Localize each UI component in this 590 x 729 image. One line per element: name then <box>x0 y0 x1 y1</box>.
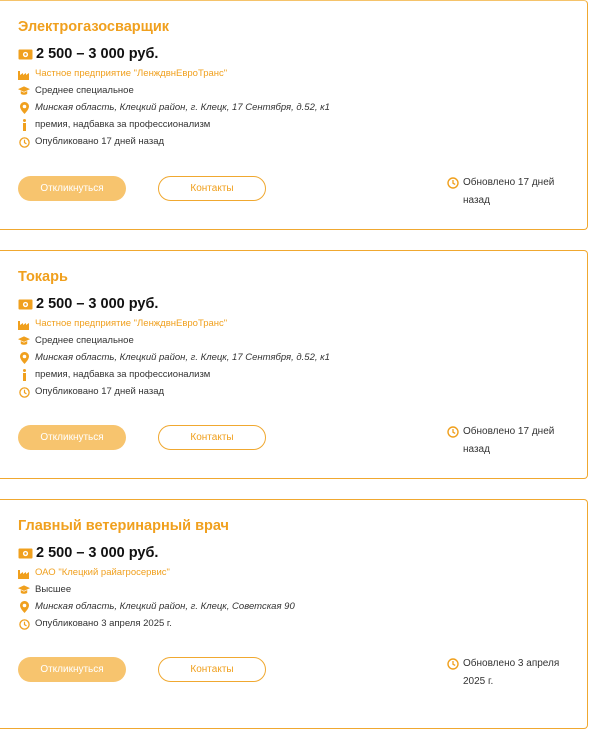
info-icon <box>18 369 30 381</box>
graduation-cap-icon <box>18 85 30 97</box>
updated-line-2: 2025 г. <box>463 676 494 687</box>
vacancy-card <box>0 0 588 230</box>
map-pin-icon <box>18 601 30 613</box>
education-row <box>18 85 134 97</box>
updated-info <box>447 174 577 210</box>
benefits-row <box>18 369 210 381</box>
salary <box>18 46 158 62</box>
published-text: Опубликовано 17 дней назад <box>35 136 165 147</box>
contacts-button[interactable]: Контакты <box>158 657 266 682</box>
published-row <box>18 618 172 630</box>
company-name[interactable]: Частное предприятие "ЛенждвнЕвроТранс" <box>35 318 228 329</box>
updated-line-1: Обновлено 17 дней <box>463 426 555 437</box>
company-row <box>18 567 170 579</box>
address-text: Минская область, Клецкий район, г. Клецк, 17 Сентября, д.52, к1 <box>35 352 330 363</box>
salary-value: 2 500 – 3 000 руб. <box>36 46 159 62</box>
map-pin-icon <box>18 102 30 114</box>
vacancy-title[interactable]: Электрогазосварщик <box>18 19 170 35</box>
education-level: Высшее <box>35 584 72 595</box>
salary <box>18 296 158 312</box>
benefits-row <box>18 119 210 131</box>
updated-info <box>447 423 577 459</box>
apply-button[interactable]: Откликнуться <box>18 657 126 682</box>
contacts-button[interactable]: Контакты <box>158 425 266 450</box>
apply-button[interactable]: Откликнуться <box>18 176 126 201</box>
salary <box>18 545 158 561</box>
salary-value: 2 500 – 3 000 руб. <box>36 296 159 312</box>
address-row <box>18 601 295 613</box>
clock-icon <box>18 618 30 630</box>
apply-button[interactable]: Откликнуться <box>18 425 126 450</box>
company-name[interactable]: ОАО "Клецкий райагросервис" <box>35 567 170 578</box>
vacancy-title[interactable]: Главный ветеринарный врач <box>18 518 229 534</box>
address-text: Минская область, Клецкий район, г. Клецк, 17 Сентября, д.52, к1 <box>35 102 330 113</box>
map-pin-icon <box>18 352 30 364</box>
clock-icon <box>447 426 459 438</box>
factory-icon <box>18 567 30 579</box>
salary-value: 2 500 – 3 000 руб. <box>36 545 159 561</box>
vacancy-card <box>0 499 588 729</box>
clock-icon <box>447 658 459 670</box>
address-text: Минская область, Клецкий район, г. Клецк, Советская 90 <box>35 601 295 612</box>
money-icon <box>18 299 33 310</box>
company-row <box>18 318 227 330</box>
benefits-text: премия, надбавка за профессионализм <box>35 369 211 380</box>
updated-line-1: Обновлено 3 апреля <box>463 658 560 669</box>
money-icon <box>18 548 33 559</box>
contacts-button[interactable]: Контакты <box>158 176 266 201</box>
published-row <box>18 386 164 398</box>
address-row <box>18 352 330 364</box>
education-level: Среднее специальное <box>35 85 134 96</box>
benefits-text: премия, надбавка за профессионализм <box>35 119 211 130</box>
updated-line-2: назад <box>463 444 490 455</box>
address-row <box>18 102 330 114</box>
factory-icon <box>18 68 30 80</box>
clock-icon <box>447 177 459 189</box>
published-text: Опубликовано 17 дней назад <box>35 386 165 397</box>
graduation-cap-icon <box>18 584 30 596</box>
info-icon <box>18 119 30 131</box>
published-text: Опубликовано 3 апреля 2025 г. <box>35 618 172 629</box>
clock-icon <box>18 386 30 398</box>
education-level: Среднее специальное <box>35 335 134 346</box>
graduation-cap-icon <box>18 335 30 347</box>
education-row <box>18 584 71 596</box>
education-row <box>18 335 134 347</box>
published-row <box>18 136 164 148</box>
updated-line-1: Обновлено 17 дней <box>463 177 555 188</box>
updated-line-2: назад <box>463 195 490 206</box>
factory-icon <box>18 318 30 330</box>
clock-icon <box>18 136 30 148</box>
money-icon <box>18 49 33 60</box>
vacancy-card <box>0 250 588 479</box>
vacancy-title[interactable]: Токарь <box>18 269 68 285</box>
company-row <box>18 68 227 80</box>
company-name[interactable]: Частное предприятие "ЛенждвнЕвроТранс" <box>35 68 228 79</box>
updated-info <box>447 655 577 691</box>
